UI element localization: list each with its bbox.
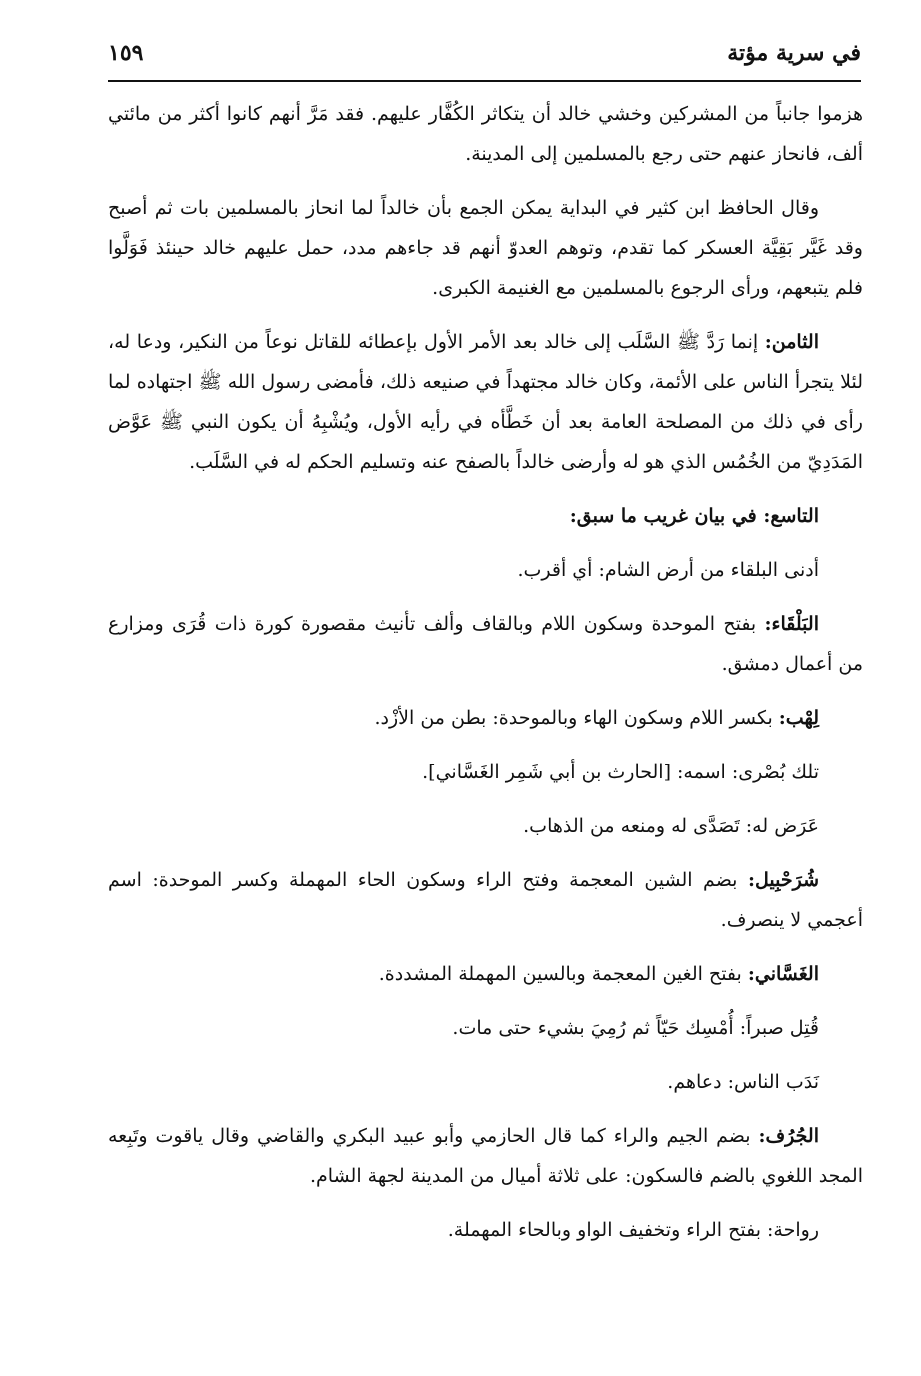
gloss-rawaha: رواحة: بفتح الراء وتخفيف الواو وبالحاء المهملة. (447, 1219, 819, 1241)
section-heading-ninth: التاسع: في بيان غريب ما سبق: (569, 505, 819, 527)
paragraph-continuation: هزموا جانباً من المشركين وخشي خالد أن يتكاثر الكُفَّار عليهم. فقد مَرَّ أنهم كانوا أكثر من مائتي ألف، فانحاز عنهم حتى رجع بالمسلمين إلى المدينة. (108, 103, 863, 165)
term-eighth: الثامن: (764, 331, 819, 353)
gloss-arada: عَرَض له: تَصَدَّى له ومنعه من الذهاب. (523, 815, 819, 837)
gloss-nadab: نَدَب الناس: دعاهم. (667, 1071, 819, 1093)
gloss-jurf (108, 1116, 863, 1196)
paragraph-eighth-text: إنما رَدَّ ﷺ السَّلَب إلى خالد بعد الأمر الأول بإعطائه للقاتل نوعاً من النكير، ودعا له، لئلا يتجرأ الناس على الأئمة، وكان خالد مجتهداً في صنيعه ذلك، فأمضى رسول الله ﷺ اجتهاده لما رأى في ذلك من المصلحة العامة بعد أن خَطَّأه في رأيه الأول، ويُشْبِهُ أن يكون النبي ﷺ عَوَّض المَدَدِيّ من الخُمُس الذي هو له وأرضى خالداً بالصفح عنه وتسليم الحكم له في السَّلَب. (108, 331, 863, 473)
gloss-lihb (108, 698, 863, 738)
gloss-shurahbil-text: بضم الشين المعجمة وفتح الراء وسكون الحاء المهملة وكسر الموحدة: اسم أعجمي لا ينصرف. (108, 869, 863, 931)
paragraph-ibn-kathir: وقال الحافظ ابن كثير في البداية يمكن الجمع بأن خالداً لما انحاز بالمسلمين بات ثم أصبح وقد غَيَّر بَقِيَّة العسكر كما تقدم، وتوهم العدوّ أنهم قد جاءهم مدد، حمل عليهم خالد حينئذ فَوَلَّوا فلم يتبعهم، ورأى الرجوع بالمسلمين مع الغنيمة الكبرى. (108, 197, 863, 299)
gloss-ghassani-text: بفتح الغين المعجمة وبالسين المهملة المشددة. (378, 963, 748, 985)
gloss-adna: أدنى البلقاء من أرض الشام: أي أقرب. (517, 559, 819, 581)
gloss-jurf-text: بضم الجيم والراء كما قال الحازمي وأبو عبيد البكري والقاضي وقال ياقوت وتَبِعه المجد اللغوي بالضم فالسكون: على ثلاثة أميال من المدينة لجهة الشام. (108, 1125, 863, 1187)
gloss-balqa (108, 604, 863, 684)
gloss-lihb-text: بكسر اللام وسكون الهاء وبالموحدة: بطن من الأزْد. (374, 707, 779, 729)
page-body (108, 94, 863, 1264)
gloss-balqa-text: بفتح الموحدة وسكون اللام وبالقاف وألف تأنيث مقصورة كورة ذات قُرَى ومزارع من أعمال دمشق. (108, 613, 863, 675)
paragraph-eighth (108, 322, 863, 482)
gloss-ghassani (108, 954, 863, 994)
gloss-qutila: قُتِل صبراً: أُمْسِك حَيّاً ثم رُمِيَ بشيء حتى مات. (452, 1017, 819, 1039)
chapter-title: في سرية مؤتة (727, 40, 861, 66)
gloss-busra: تلك بُصْرى: اسمه: [الحارث بن أبي شَمِر الغَسَّاني]. (422, 761, 819, 783)
term-shurahbil: شُرَحْبِيل: (747, 869, 819, 891)
running-header (108, 36, 861, 82)
page-number: ١٥٩ (108, 40, 144, 66)
term-ghassani: الغَسَّاني: (747, 963, 819, 985)
term-lihb: لِهْب: (778, 707, 819, 729)
term-jurf: الجُرُف: (758, 1125, 819, 1147)
gloss-shurahbil (108, 860, 863, 940)
term-balqa: البَلْقَاء: (764, 613, 819, 635)
